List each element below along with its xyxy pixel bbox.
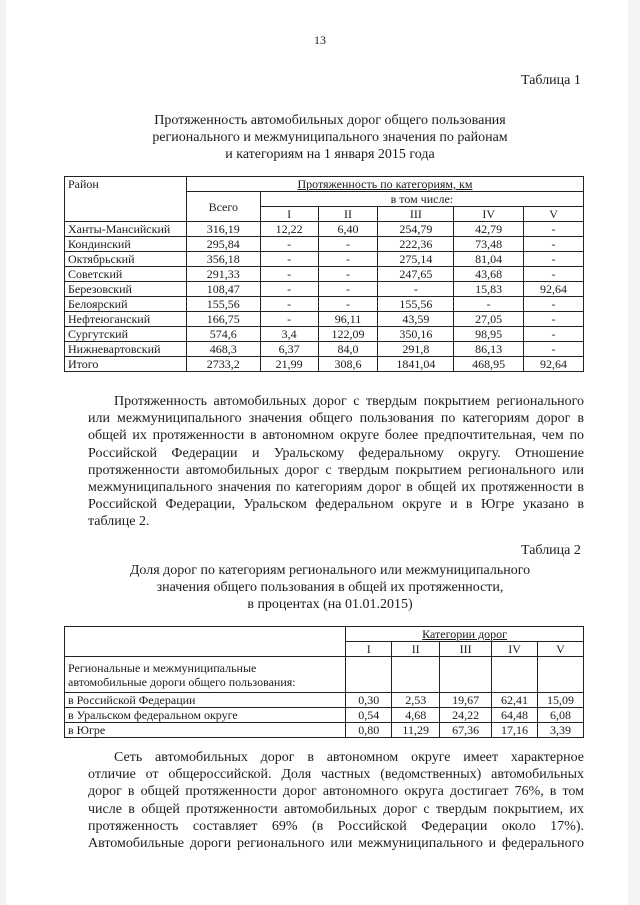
share-value: 0,54 (346, 708, 392, 723)
region-name: в Югре (65, 723, 346, 738)
category-value: - (524, 237, 584, 252)
table-row (65, 237, 584, 252)
share-value: 6,08 (538, 708, 584, 723)
category-value: - (260, 312, 318, 327)
district-total: 316,19 (186, 222, 260, 237)
paragraph-line: дорог в общей протяженности дорог автономного округа достигает 76%, в том (88, 784, 584, 800)
table1 (64, 176, 584, 372)
table2-header-cat: II (392, 642, 440, 657)
category-value: - (524, 297, 584, 312)
table2-header-cat: IV (492, 642, 538, 657)
category-value: - (260, 252, 318, 267)
share-value: 2,53 (392, 693, 440, 708)
share-value: 4,68 (392, 708, 440, 723)
table2-group-label-line: автомобильные дороги общего пользования: (68, 675, 296, 689)
table2 (64, 626, 584, 738)
table-row (65, 693, 584, 708)
paragraph-line: Российской Федерации и Уральскому федеральному округу. Отношение (88, 445, 584, 461)
table2-empty-cell (538, 657, 584, 693)
category-value: 12,22 (260, 222, 318, 237)
category-value: 1841,04 (378, 357, 454, 372)
table-row (65, 312, 584, 327)
district-name: Белоярский (65, 297, 187, 312)
district-total: 166,75 (186, 312, 260, 327)
category-value: 155,56 (378, 297, 454, 312)
share-value: 3,39 (538, 723, 584, 738)
table1-header-including: в том числе: (260, 192, 583, 207)
paragraph-line: межмуниципального значения по категориям дорог в общей их протяженности в (88, 480, 584, 496)
share-value: 0,30 (346, 693, 392, 708)
category-value: 6,40 (318, 222, 378, 237)
category-value: 21,99 (260, 357, 318, 372)
category-value: - (378, 282, 454, 297)
share-value: 19,67 (440, 693, 492, 708)
category-value: 42,79 (454, 222, 524, 237)
category-value: 84,0 (318, 342, 378, 357)
table-row (65, 267, 584, 282)
share-value: 24,22 (440, 708, 492, 723)
page-number: 13 (314, 33, 326, 47)
category-value: 43,59 (378, 312, 454, 327)
category-value: 96,11 (318, 312, 378, 327)
table2-header-cat: V (538, 642, 584, 657)
share-value: 17,16 (492, 723, 538, 738)
table2-title (60, 562, 600, 613)
paragraph-line: общей их протяженности в автономном округе более предпочтительная, чем по (88, 428, 584, 444)
category-value: 73,48 (454, 237, 524, 252)
paragraph-line: отличие от общероссийской. Доля частных (ведомственных) автомобильных (88, 767, 584, 783)
category-value: - (524, 327, 584, 342)
table2-title-line: Доля дорог по категориям регионального или межмуниципального (129, 563, 531, 578)
district-total: 108,47 (186, 282, 260, 297)
paragraph-1 (88, 393, 584, 531)
category-value: - (260, 297, 318, 312)
category-value: 92,64 (524, 357, 584, 372)
category-value: - (318, 282, 378, 297)
category-value: - (318, 237, 378, 252)
table-row (65, 222, 584, 237)
category-value: - (318, 297, 378, 312)
table-row (65, 723, 584, 738)
table2-title-line: в процентах (на 01.01.2015) (247, 597, 413, 612)
category-value: 275,14 (378, 252, 454, 267)
category-value: - (260, 282, 318, 297)
district-name: Итого (65, 357, 187, 372)
district-total: 295,84 (186, 237, 260, 252)
category-value: 92,64 (524, 282, 584, 297)
table1-header-cat: IV (454, 207, 524, 222)
table2-header-cat: III (440, 642, 492, 657)
table-row (65, 297, 584, 312)
category-value: - (524, 342, 584, 357)
district-name: Нефтеюганский (65, 312, 187, 327)
district-total: 155,56 (186, 297, 260, 312)
district-name: Березовский (65, 282, 187, 297)
paragraph-line: Сеть автомобильных дорог в автономном округе имеет характерное (114, 750, 584, 765)
district-total: 468,3 (186, 342, 260, 357)
paragraph-line: или межмуниципального значения общего пользования по категориям дорог в (88, 411, 584, 427)
paragraph-line: таблице 2. (88, 514, 150, 530)
table-row (65, 708, 584, 723)
paragraph-2 (88, 749, 584, 852)
table2-header-empty (65, 627, 346, 657)
table1-header-cat: II (318, 207, 378, 222)
category-value: 291,8 (378, 342, 454, 357)
paragraph-line: Российской Федерации, Уральском федеральном округе и в Югре указано в (88, 497, 584, 513)
category-value: - (260, 237, 318, 252)
district-total: 574,6 (186, 327, 260, 342)
category-value: 3,4 (260, 327, 318, 342)
table1-header-total: Всего (186, 192, 260, 222)
share-value: 11,29 (392, 723, 440, 738)
category-value: 247,65 (378, 267, 454, 282)
share-value: 64,48 (492, 708, 538, 723)
table-row (65, 282, 584, 297)
category-value: 350,16 (378, 327, 454, 342)
table-row (65, 252, 584, 267)
table2-empty-cell (346, 657, 392, 693)
share-value: 15,09 (538, 693, 584, 708)
category-value: 27,05 (454, 312, 524, 327)
paragraph-line: Протяженность автомобильных дорог с твердым покрытием регионального (114, 394, 584, 409)
district-total: 2733,2 (186, 357, 260, 372)
category-value: 222,36 (378, 237, 454, 252)
category-value: - (524, 222, 584, 237)
district-name: Ханты-Мансийский (65, 222, 187, 237)
paragraph-line: протяженности автомобильных дорог с твердым покрытием регионального или (88, 462, 584, 478)
district-total: 291,33 (186, 267, 260, 282)
table2-group-label (65, 657, 346, 693)
category-value: 15,83 (454, 282, 524, 297)
table2-header-categories: Категории дорог (346, 627, 584, 642)
share-value: 67,36 (440, 723, 492, 738)
table1-title-line: и категориям на 1 января 2015 года (225, 147, 435, 162)
category-value: - (318, 267, 378, 282)
category-value: - (524, 252, 584, 267)
district-name: Сургутский (65, 327, 187, 342)
table1-header-cat: III (378, 207, 454, 222)
table2-caption: Таблица 2 (521, 543, 581, 558)
district-name: Нижневартовский (65, 342, 187, 357)
table1-header-cat: I (260, 207, 318, 222)
table1-title (60, 112, 600, 163)
table1-caption: Таблица 1 (521, 73, 581, 88)
category-value: - (260, 267, 318, 282)
table2-header-cat: I (346, 642, 392, 657)
category-value: - (524, 312, 584, 327)
table1-header-district: Район (65, 177, 187, 222)
share-value: 62,41 (492, 693, 538, 708)
table2-title-line: значения общего пользования в общей их протяженности, (156, 580, 504, 595)
paragraph-line: Автомобильные дороги регионального или межмуниципального и федерального (88, 836, 584, 852)
table-row (65, 327, 584, 342)
paragraph-line: протяженность составляет 69% (в Российской Федерации около 17%). (88, 818, 584, 834)
district-name: Октябрьский (65, 252, 187, 267)
table1-header-length: Протяженность по категориям, км (186, 177, 583, 192)
table2-empty-cell (492, 657, 538, 693)
district-name: Советский (65, 267, 187, 282)
category-value: 254,79 (378, 222, 454, 237)
category-value: - (318, 252, 378, 267)
paragraph-line: числе в общей протяженности автомобильных дорог с твердым покрытием, их (88, 801, 584, 817)
category-value: 86,13 (454, 342, 524, 357)
district-total: 356,18 (186, 252, 260, 267)
table1-title-line: регионального и межмуниципального значения по районам (152, 130, 508, 145)
category-value: 468,95 (454, 357, 524, 372)
category-value: - (454, 297, 524, 312)
category-value: 122,09 (318, 327, 378, 342)
table-row (65, 357, 584, 372)
category-value: 308,6 (318, 357, 378, 372)
table2-group-label-line: Региональные и межмуниципальные (68, 661, 257, 675)
region-name: в Российской Федерации (65, 693, 346, 708)
category-value: 98,95 (454, 327, 524, 342)
table1-header-cat: V (524, 207, 584, 222)
category-value: 6,37 (260, 342, 318, 357)
table2-empty-cell (392, 657, 440, 693)
category-value: 43,68 (454, 267, 524, 282)
table2-empty-cell (440, 657, 492, 693)
share-value: 0,80 (346, 723, 392, 738)
category-value: 81,04 (454, 252, 524, 267)
region-name: в Уральском федеральном округе (65, 708, 346, 723)
category-value: - (524, 267, 584, 282)
table-row (65, 342, 584, 357)
table1-title-line: Протяженность автомобильных дорог общего пользования (154, 113, 506, 128)
district-name: Кондинский (65, 237, 187, 252)
